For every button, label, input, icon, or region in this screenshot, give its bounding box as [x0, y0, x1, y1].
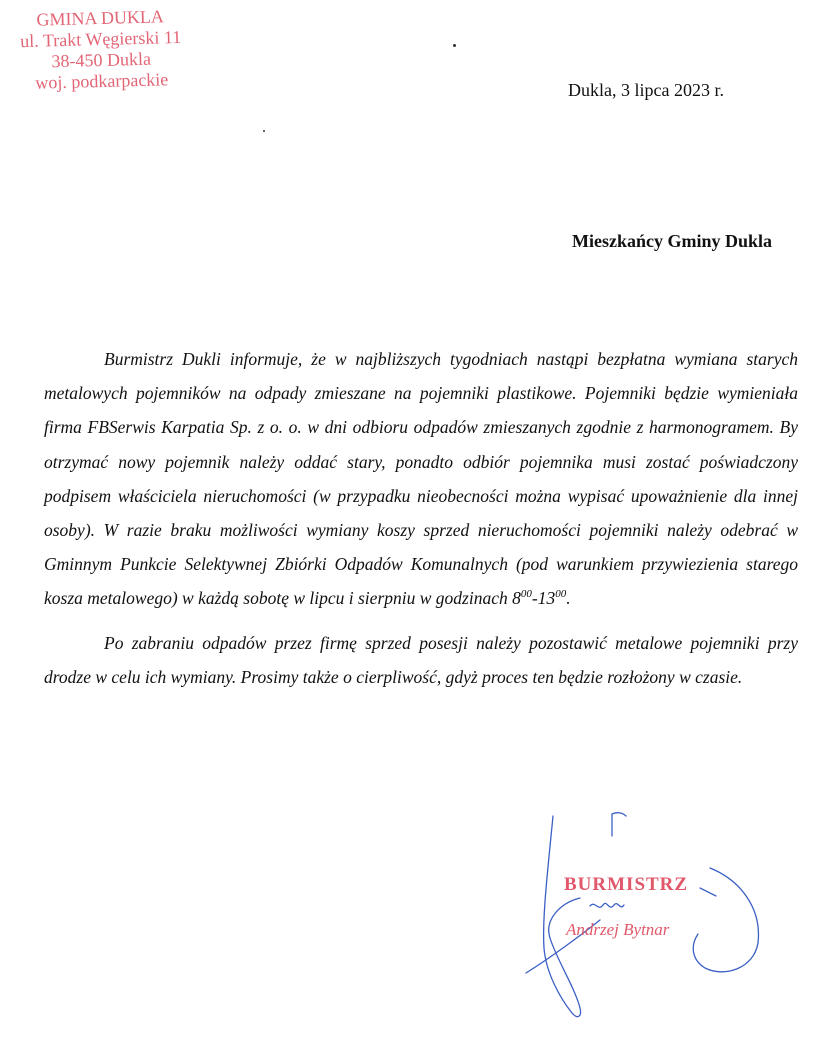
signature-title: BURMISTRZ	[564, 874, 689, 895]
stamp-line-1: GMINA DUKLA	[36, 6, 165, 30]
handwritten-signature	[520, 808, 780, 1023]
stamp-line-3: 38-450 Dukla	[51, 48, 152, 72]
signature-name: Andrzej Bytnar	[566, 920, 670, 939]
letter-body	[44, 342, 798, 694]
body-paragraph-2: Po zabraniu odpadów przez firmę sprzed posesji należy pozostawić metalowe pojemniki przy drodze w celu ich wymiany. Prosimy także o cierpliwość, gdyż proces ten będzie rozłożony w czasie.	[44, 632, 798, 687]
paragraph-1-text: Burmistrz Dukli informuje, że w najbliższych tygodniach nastąpi bezpłatna wymiana starych metalowych pojemników na odpady zmieszane na pojemniki plastikowe. Pojemniki będzie wymieniała firma FBSerwis Karpatia Sp. z o. o. w dni odbioru odpadów zmieszanych zgodnie z harmonogramem. By otrzymać nowy pojemnik należy oddać stary, ponadto odbiór pojemnika musi zostać poświadczony podpisem właściciela nieruchomości (w przypadku nieobecności można wypisać upoważnienie dla innej osoby). W razie braku możliwości wymiany koszy sprzed nieruchomości pojemniki należy odebrać w Gminnym Punkcie Selektywnej Zbiórki Odpadów Komunalnych (pod warunkiem przywiezienia starego kosza metalowego) w każdą sobotę w lipcu i sierpniu w godzinach	[44, 349, 798, 609]
body-paragraph-1	[44, 342, 798, 616]
time-end-hour: 13	[537, 588, 556, 609]
time-end-min: 00	[555, 588, 567, 601]
scan-speck	[453, 44, 456, 47]
letter-date: Dukla, 3 lipca 2023 r.	[568, 80, 724, 100]
time-start-min: 00	[520, 588, 532, 601]
stamp-line-2: ul. Trakt Węgierski 11	[19, 26, 182, 52]
municipality-stamp	[5, 6, 197, 95]
time-start-hour: 8	[512, 588, 521, 609]
paragraph-1-end: .	[566, 588, 571, 609]
time-separator: -	[531, 588, 538, 609]
letter-recipient: Mieszkańcy Gminy Dukla	[572, 231, 773, 251]
stamp-line-4: woj. podkarpackie	[35, 69, 169, 93]
scan-speck	[263, 130, 265, 132]
